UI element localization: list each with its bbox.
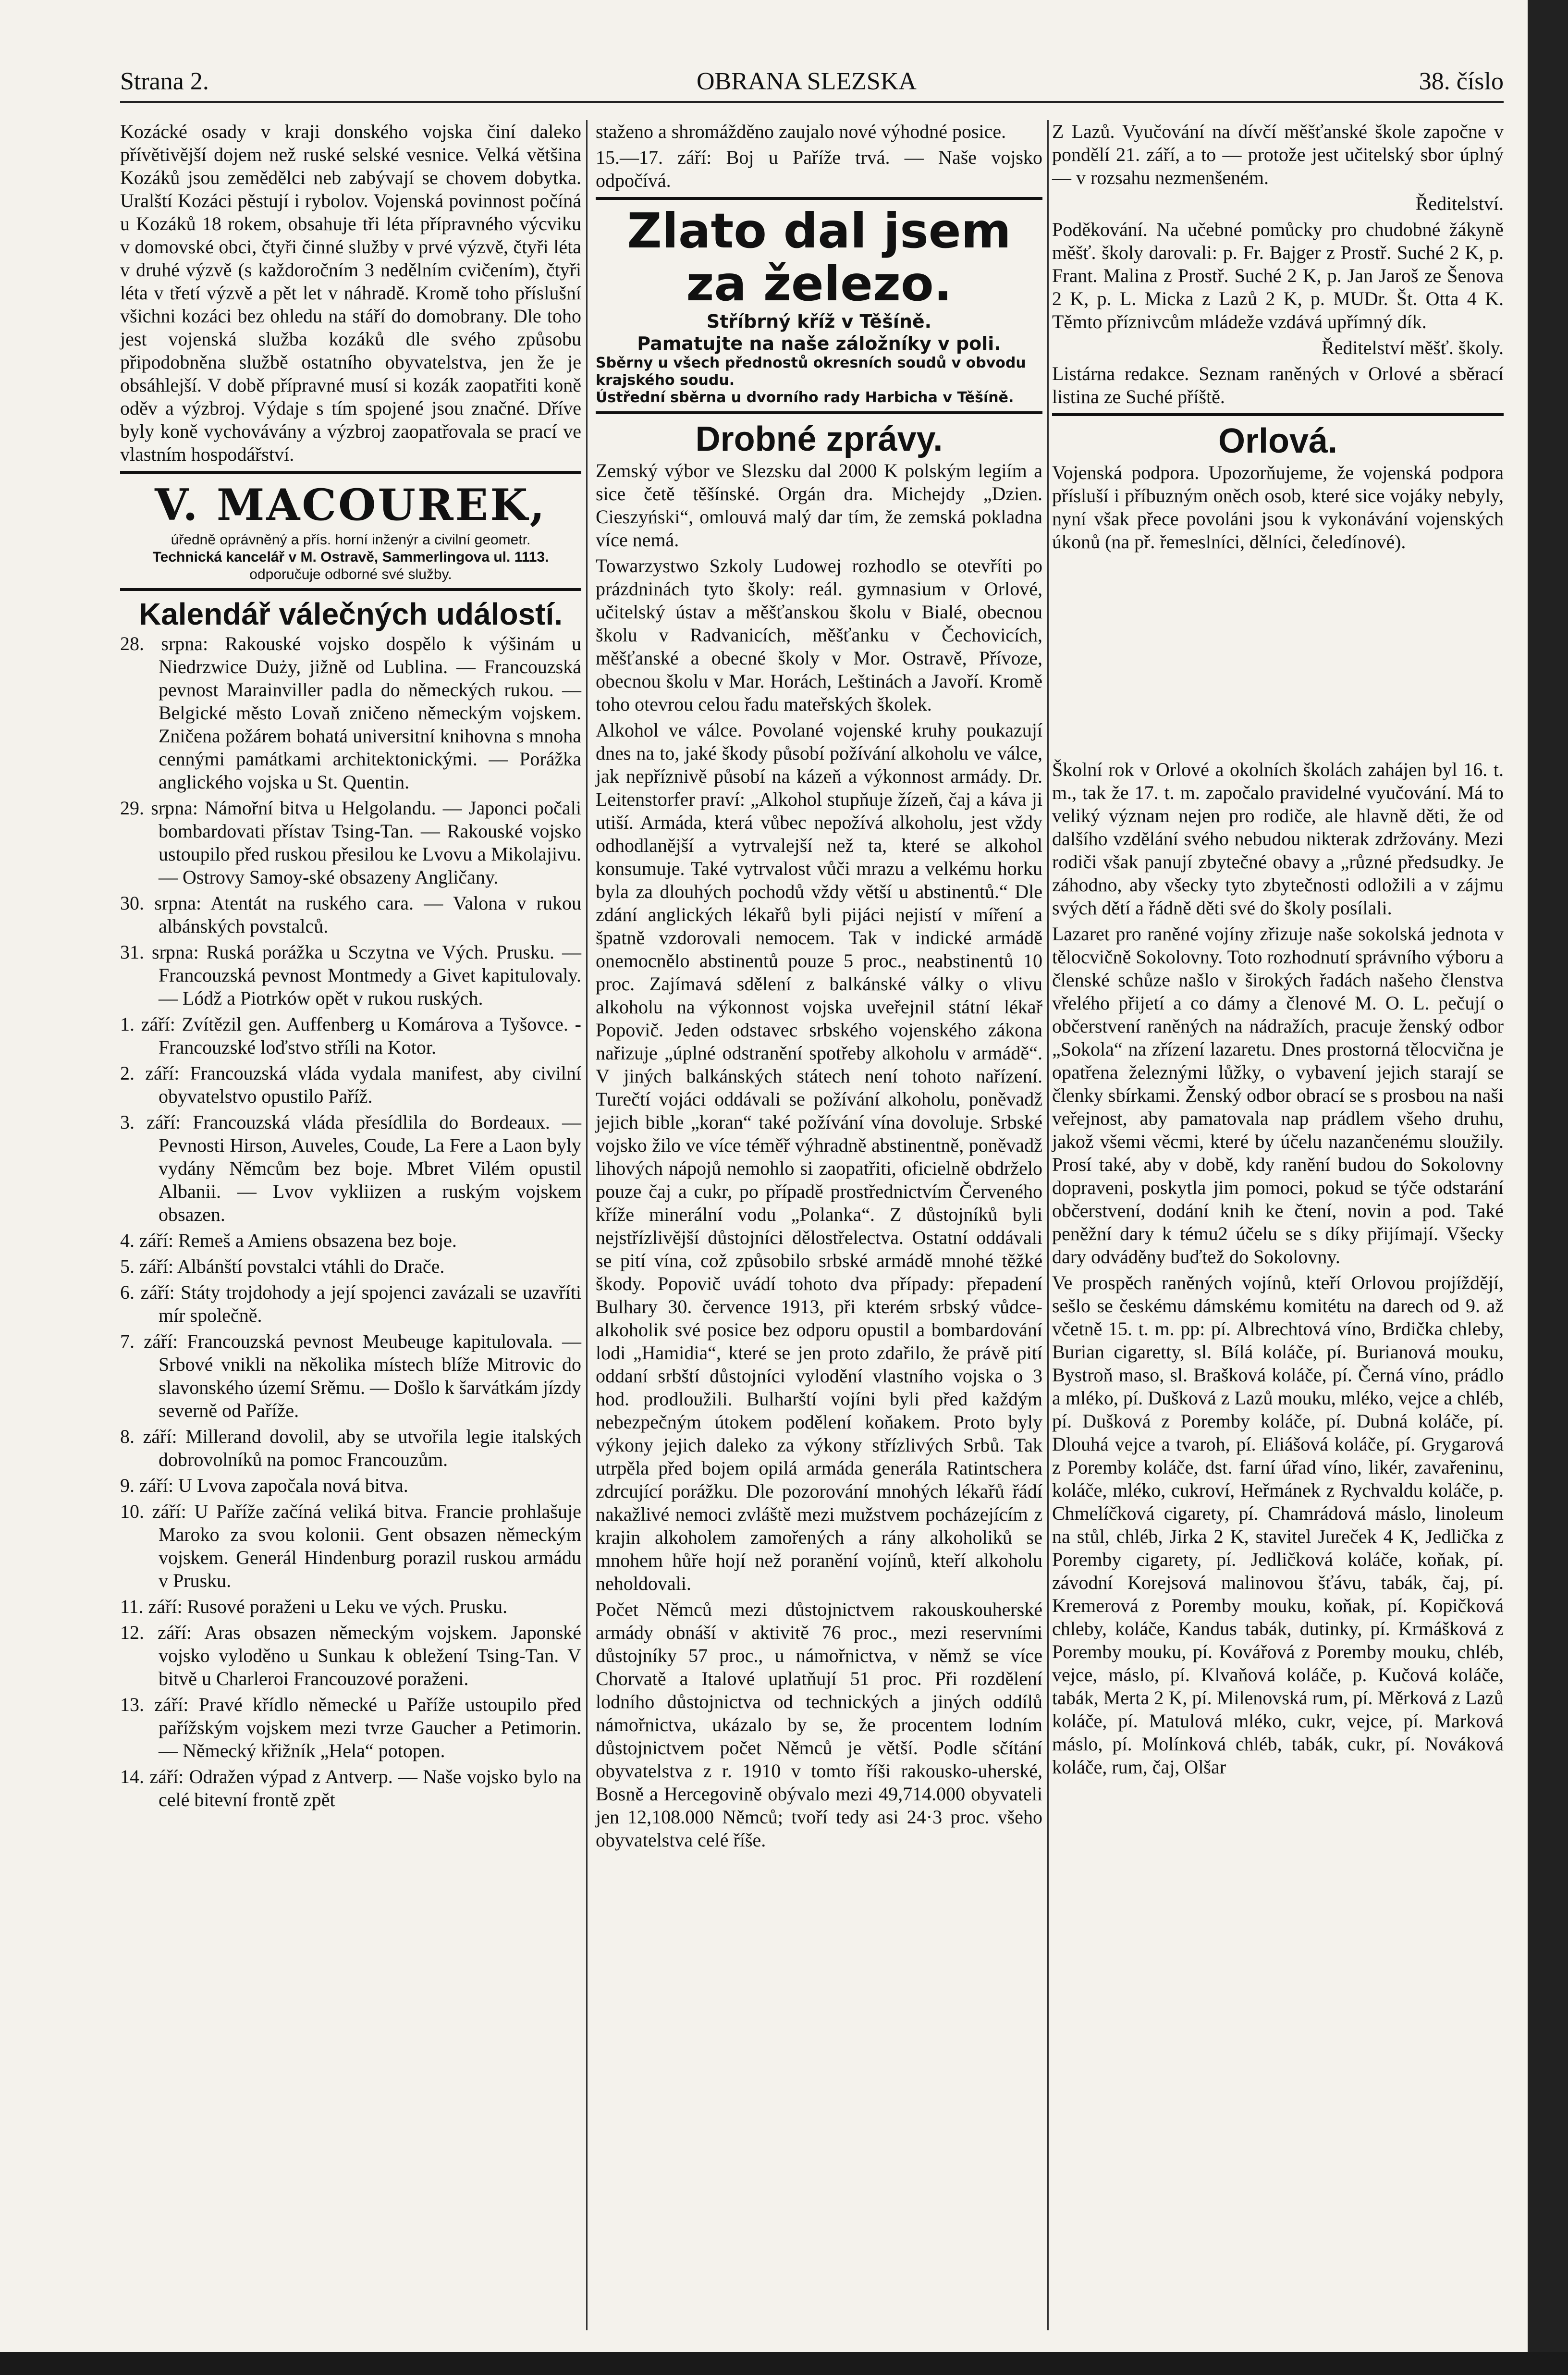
calendar-item: 13. září: Pravé křídlo německé u Paříže ustoupilo před pařížským vojskem mezi tvrze Gaucher a Petimorin. — Německý křižník „Hela“ potopen. (120, 1694, 581, 1761)
calendar-item: 8. září: Millerand dovolil, aby se utvořila legie italských dobrovolníků na pomoc Francouzům. (120, 1426, 581, 1470)
ad-line-3: odporučuje odborné své služby. (249, 566, 452, 582)
news-paragraph: Počet Němců mezi důstojnictvem rakouskouherské armády obnáší v aktivitě 76 proc., mezi reservními důstojníky 57 proc., u námořnictva, v němž se více Chorvatě a Italové uplatňují 51 proc. Při rozdělení lodního důstojnictva od technických a jiných oddílů námořnictva, ukázalo by se, že procentem lodním důstojnictvem počet Němců je větší. Podle sčítání obyvatelstva z r. 1910 v tomto říši rakousko-uherské, Bosně a Hercegovině obývalo mezi 49,714.000 obyvateli jen 12,108.000 Němců; tvoří tedy asi 24·3 proc. všeho obyvatelstva celé říše. (596, 1599, 1042, 1851)
calendar-heading: Kalendář válečných událostí. (138, 597, 563, 631)
zlato-box-sub: Stříbrný kříž v Těšíně. (706, 311, 932, 332)
zlato-box-line2: Sběrny u všech přednostů okresních soudů v obvodu krajského soudu. (596, 355, 1026, 389)
ad-line-2: Technická kancelář v M. Ostravě, Sammerlingova ul. 1113. (152, 549, 549, 565)
podekovani-signature: Ředitelství měšť. školy. (1322, 337, 1504, 358)
calendar-item: 4. září: Remeš a Amiens obsazena bez boje. (120, 1230, 457, 1251)
calendar-item: 5. září: Albánští povstalci vtáhli do Drače. (120, 1255, 445, 1277)
calendar-item: 31. srpna: Ruská porážka u Sczytna ve Vých. Prusku. — Francouzská pevnost Montmedy a Givet kapitulovaly. — Lódž a Piotrków opět v rukou ruských. (120, 941, 581, 1009)
calendar-item: 10. září: U Paříže začíná veliká bitva. Francie prohlašuje Maroko za svou kolonii. Gent obsazen německým vojskem. Generál Hindenburg porazil ruskou armádu v Prusku. (120, 1501, 581, 1591)
orlova-paragraph: Lazaret pro raněné vojíny zřizuje naše sokolská jednota v tělocvičně Sokolovny. Toto rozhodnutí správního výboru a členské schůze našlo v širokých řadách našeho členstva vřelého přijetí a co dámy a členové M. O. L. pečují o občerstvení raněných na nádražích, pracuje ženský odbor „Sokola“ na zřízení lazaretu. Dnes prostorná tělocvična je opatřena železnými lůžky, o vybavení jejich starají se členky sbírkami. Ženský odbor obrací se s prosbou na naši veřejnost, aby pamatovala nap prádlem všeho druhu, jakož všemi věcmi, které by účelu nazančenému sloužily. Prosí také, aby v době, kdy ranění budou do Sokolovny dopraveni, poskytla jim pomoci, pokud se týče odstarání občerstvení, dodání knih ke čtení, novin a pod. Také peněžní dary k tému2 účelu se s díky přijímají. Všecky dary odváděny buďtež do Sokolovny. (1052, 923, 1504, 1267)
zlato-box-title: Zlato dal jsem za železo. (627, 203, 1011, 312)
calendar-item: 29. srpna: Námořní bitva u Helgolandu. — Japonci počali bombardovati přístav Tsing-Tan. — Rakouské vojsko ustoupilo před ruskou přesilou ke Lvovu a Mikolajivu. — Ostrovy Samoy-ské obsazeny Angličany. (120, 797, 581, 888)
orlova-heading: Orlová. (1218, 422, 1338, 460)
box-rule-bottom (596, 411, 1042, 414)
news-paragraph: Towarzystwo Szkoly Ludowej rozhodlo se otevříti po prázdninách tyto školy: reál. gymnasium v Orlové, učitelský ústav a měšťanskou školu v Bialé, obecnou školu v Radvanicích, měšťanku v Čechovicích, měšťanské a obecné školy v Mor. Ostravě, Přívoze, obecnou školu v Mar. Horách, Leštinách a Javoří. Kromě toho otevrou celou řadu mateřských školek. (596, 555, 1042, 715)
issue-number: 38. číslo (1419, 68, 1504, 95)
calendar-list (120, 632, 581, 1811)
listarna-paragraph: Listárna redakce. Seznam raněných v Orlové a sběrací listina ze Suché příště. (1052, 363, 1504, 407)
z-lazu-signature: Ředitelství. (1415, 193, 1504, 214)
newspaper-title: OBRANA SLEZSKA (697, 68, 917, 95)
z-lazu-paragraph: Z Lazů. Vyučování na dívčí měšťanské škole započne v pondělí 21. září, a to — protože jest učitelský sbor úplný — v rozsahu nezmenšeném. (1052, 121, 1504, 188)
ad-rule-bottom (120, 588, 581, 591)
column-divider-1 (586, 120, 588, 2330)
calendar-item: 12. září: Aras obsazen německým vojskem. Japonské vojsko vyloděno u Sunkau k obležení Tsing-Tan. V bitvě u Charleroi Francouzové poraženi. (120, 1622, 581, 1689)
ad-line-1: úředně oprávněný a přís. horní inženýr a civilní geometr. (171, 532, 531, 548)
column-middle (596, 120, 1042, 1855)
ad-name: V. MACOUREK, (155, 480, 547, 530)
zlato-box-line1: Pamatujte na naše záložníky v poli. (637, 333, 1001, 354)
calendar-item: 1. září: Zvítězil gen. Auffenberg u Komárova a Tyšovce. - Francouzské loďstvo stříli na Kotor. (120, 1013, 581, 1058)
page-number: Strana 2. (120, 68, 209, 95)
header-rule (120, 101, 1504, 103)
calendar-item: 9. září: U Lvova započala nová bitva. (120, 1475, 408, 1496)
news-paragraph: Alkohol ve válce. Povolané vojenské kruhy poukazují dnes na to, jaké škody působí požívání alkoholu ve válce, jak nepříznivě působí na kázeň a výkonnost armády. Dr. Leitenstorfer praví: „Alkohol stupňuje žízeň, čaj a káva ji utiší. Armáda, která vůbec nepožívá alkoholu, jest vždy odhodlanější a vytrvalejší než ta, které se alkohol konsumuje. Také vytrvalost vůči mrazu a velkému horku byla za dlouhých pochodů vždy větší u abstinentů.“ Dle zdání anglických lékařů byli pijáci nejistí v míření a špatně vzdorovali nemocem. Tak v indické armádě onemocnělo abstinentů pouze 5 proc., neabstinentů 10 proc. Zajímavá sdělení z balkánské války o vlivu alkoholu na výkonnost vojska uveřejnil státní lékař Popovič. Jeden odstavec srbského vojenského zákona nařizuje „úplné odstranění spotřeby alkoholu v armádě“. V jiných balkánských státech není tohoto nařízení. Turečtí vojáci oddávali se požívání alkoholu, poněvadž jejich bible „koran“ také požívání vína dovoluje. Srbské vojsko žilo ve více téměř výhradně abstinentně, poněvadž lihových nápojů nemohlo si zaopatřiti, oficielně obdrželo pouze čaj a cukr, po případě prostřednictvím Červeného kříže minerální vodu „Polanka“. Z důstojníků byli nejstřízlivější důstojníci dělostřelectva. Ostatní oddávali se pití vína, což způsobilo srbské armádě mnohé těžké škody. Popovič uvádí tohoto dva případy: přepadení Bulhary 30. července 1913, při kterém srbský vůdce-alkoholik své posice bez odporu opustil a bombardování lodi „Hamidia“, které se jen proto zdařilo, že právě pití oddaní srbští důstojníci vylodění vlastního vojska o 3 hod. prodloužili. Bulharští vojíni byli před každým nebezpečným útokem podělení koňakem. Proto byly výkony jejich daleko za výkony střízlivých Srbů. Tak utrpěla před bojem opilá armáda generála Ratintschera zdrcující porážku. Dle pozorování mnohých lékařů řádí nakažlivé nemoci zvláště mezi mužstvem pocházejícím z krajin alkoholem zamořených a rány alkoholiků se mnohem hůře hojí než poranění vojínů, kteří alkoholu neholdovali. (596, 719, 1042, 1594)
scan-edge-right (1528, 0, 1568, 2375)
orlova-paragraph: Ve prospěch raněných vojínů, kteří Orlovou projíždějí, sešlo se českému dámskému komitétu na darech od 9. až včetně 15. t. m. pp: pí. Albrechtová víno, Brdička chleby, Burian cigaretty, sl. Bílá koláče, pí. Burianová mouku, Bystroň maso, sl. Brašková koláče, pí. Černá víno, prádlo a mléko, pí. Dušková z Lazů mouku, mléko, vejce a chléb, pí. Dušková z Poremby koláče, pí. Dubná koláče, pí. Dlouhá vejce a tvaroh, pí. Eliášová koláče, pí. Grygarová z Poremby koláče, dst. farní úřad víno, likér, zavařeninu, koláče, mléko, cukroví, Heřmánek z Rychvaldu koláče, p. Chmelíčková cigarety, pí. Chamrádová máslo, linoleum na stůl, chléb, Jirka 2 K, stavitel Jureček 4 K, Jedlička z Poremby cigarety, pí. Jedličková koláče, koňak, pí. závodní Korejsová malinovou šťávu, tabák, čaj, pí. Kremerová z Poremby mouku, koňak, pí. Kopičková chleby, koláče, Kandus tabák, dutinky, pí. Krmášková z Poremby mouku, pí. Kovářová z Poremby mouku, chléb, vejce, máslo, pí. Klvaňová koláče, p. Kučová koláče, tabák, Merta 2 K, pí. Milenovská rum, pí. Měrková z Lazů koláče, pí. Matulová mléko, cukr, vejce, pí. Marková máslo, pí. Molínková chléb, tabák, cukr, pí. Nováková koláče, rum, čaj, Olšar (1052, 1272, 1504, 1778)
kozaci-article: Kozácké osady v kraji donského vojska činí daleko přívětivější dojem než ruské selské vesnice. Velká většina Kozáků jsou zemědělci neb zabývají se chovem dobytka. Uralští Kozáci pěstují i rybolov. Vojenská povinnost počíná u Kozáků 18 rokem, obsahuje tři léta přípravného výcviku v domovské obci, čtyři činné služby v prvé výzvě, čtyři léta v druhé výzvě (s každoročním 3 nedělním cvičením), čtyři léta v třetí výzvě a pět let v náhradě. Kromě toho příslušní všichni kozáci bez ohledu na stáří do domobrany. Dle toho jest vojenská služba kozáků dle svého způsobu připodobněna službě ostatního obyvatelstva, jen že je obsáhlejší. V době přípravné musí si kozák zaopatřiti koně oděv a výzbroj. Výdaje s tím spojené jsou značné. Dříve byly koně vychovávány a výzbroj zaopatřovala se prací ve vlastním hospodářství. (120, 121, 581, 465)
column-right (1052, 120, 1504, 1782)
calendar-item-15-17: 15.—17. září: Boj u Paříže trvá. — Naše vojsko odpočívá. (596, 147, 1042, 191)
news-paragraph: Zemský výbor ve Slezsku dal 2000 K polským legiím a sice četě těšínské. Orgán dra. Michejdy „Dzien. Cieszyński“, omlouvá malý dar tím, že zemská pokladna více nemá. (596, 460, 1042, 551)
orlova-paragraph: Školní rok v Orlové a okolních školách zahájen byl 16. t. m., tak že 17. t. m. započalo pravidelné vyučování. Má to veliký význam nejen pro rodiče, ale hlavně děti, že od dalšího vzdělání svého nebudou nikterak zdržovány. Mezi rodiči však panují zbytečné obavy a „různé předsudky. Je záhodno, aby všecky tyto zbytečnosti odložili a v zájmu svých dětí a řádně děti své do školy posílali. (1052, 759, 1504, 919)
calendar-item: 3. září: Francouzská vláda přesídlila do Bordeaux. — Pevnosti Hirson, Auveles, Coude, La Fere a Laon byly vydány Němcům bez boje. Mbret Vilém opustil Albanii. — Lvov vykliizen a ruským vojskem obsazen. (120, 1111, 581, 1225)
column-divider-2 (1047, 120, 1049, 2330)
calendar-item: 7. září: Francouzská pevnost Meubeuge kapitulovala. — Srbové vnikli na několika místech blíže Mitrovic do slavonského území Srěmu. — Došlo k šarvátkám jízdy severně od Paříže. (120, 1330, 581, 1421)
calendar-item: 2. září: Francouzská vláda vydala manifest, aby civilní obyvatelstvo opustilo Paříž. (120, 1062, 581, 1107)
orlova-rule (1052, 413, 1504, 416)
calendar-item: 11. září: Rusové poraženi u Leku ve vých. Prusku. (120, 1596, 508, 1617)
drobne-heading: Drobné zprávy. (695, 420, 943, 458)
scan-edge-bottom (0, 2352, 1568, 2375)
zlato-box-line3: Ústřední sběrna u dvorního rady Harbicha v Těšíně. (596, 389, 1014, 406)
ad-rule-top (120, 471, 581, 474)
page-header (120, 67, 1504, 101)
calendar-item: 30. srpna: Atentát na ruského cara. — Valona v rukou albánských povstalců. (120, 892, 581, 937)
orlova-paragraph: Vojenská podpora. Upozorňujeme, že vojenská podpora přísluší i příbuzným oněch osob, které sice vojáky nebyly, nyní však přece povoláni jsou k vykonávání vojenských úkonů (na př. řemeslníci, dělníci, čeledínové). (1052, 462, 1504, 553)
column-left (120, 120, 581, 1814)
blank-space (1052, 556, 1504, 758)
box-rule-top (596, 197, 1042, 200)
calendar-item: 14. září: Odražen výpad z Antverp. — Naše vojsko bylo na celé bitevní frontě zpět (120, 1766, 581, 1810)
podekovani-paragraph: Poděkování. Na učebné pomůcky pro chudobné žákyně měšť. školy darovali: p. Fr. Bajger z Prostř. Suché 2 K, p. Frant. Malina z Prostř. Suché 2 K, p. Jan Jaroš ze Šenova 2 K, p. L. Micka z Lazů 2 K, p. MUDr. Št. Otta 4 K. Těmto příznivcům mládeže vzdává upřímný dík. (1052, 219, 1504, 332)
continuation-text: staženo a shromážděno zaujalo nové výhodné posice. (596, 121, 1006, 142)
calendar-item: 6. září: Státy trojdohody a její spojenci zavázali se uzavříti mír společně. (120, 1281, 581, 1326)
calendar-item: 28. srpna: Rakouské vojsko dospělo k výšinám u Niedrzwice Duży, jižně od Lublina. — Francouzská pevnost Marainviller padla do německých rukou. — Belgické město Lovaň zničeno německým vojskem. Zničena požárem bohatá universitní knihovna s mnoha cennými památkami architektonickými. — Porážka anglického vojska u St. Quentin. (120, 633, 581, 793)
